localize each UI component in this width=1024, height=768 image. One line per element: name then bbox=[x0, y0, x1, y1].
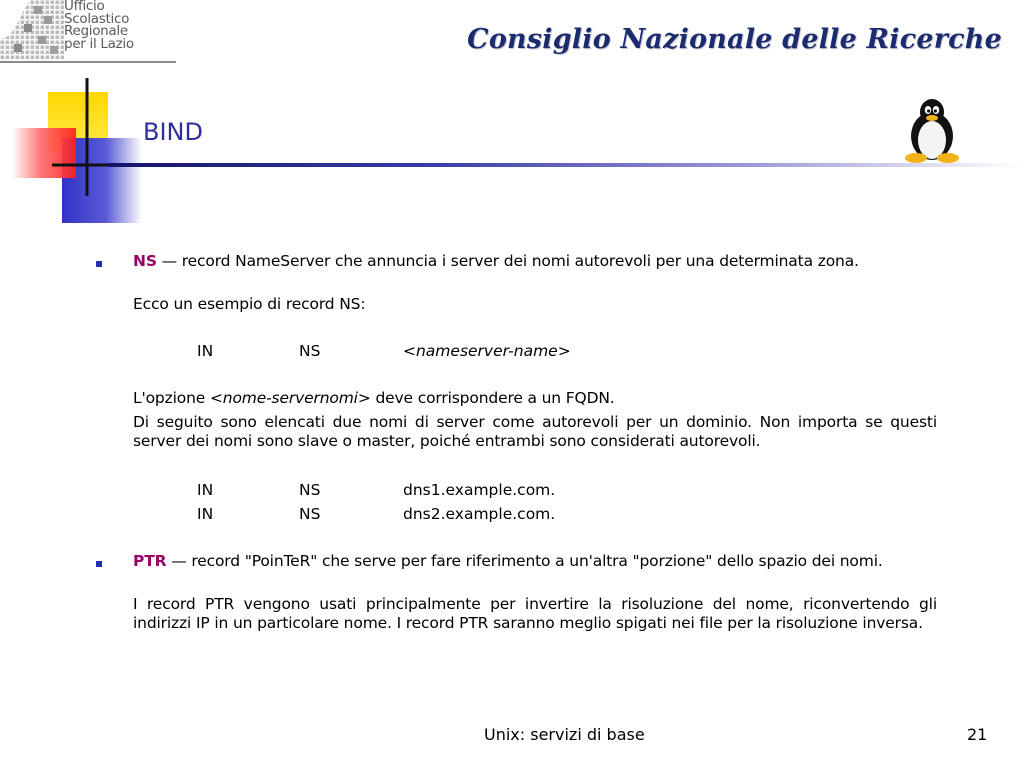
usr-lazio-logo bbox=[0, 0, 178, 64]
record-type: NS bbox=[299, 342, 321, 360]
usr-logo-line: per il Lazio bbox=[64, 35, 134, 52]
ns-keyword: NS bbox=[133, 252, 157, 270]
ptr-description bbox=[133, 552, 937, 571]
option-variable: <nome-servernomi> bbox=[209, 389, 371, 407]
usr-logo-line: Regionale bbox=[64, 23, 128, 39]
record-class: IN bbox=[197, 481, 214, 499]
bullet-icon bbox=[96, 261, 102, 267]
record-value: dns1.example.com. bbox=[403, 481, 556, 499]
tux-penguin-icon bbox=[903, 98, 961, 164]
option-prefix: L'opzione bbox=[133, 389, 210, 407]
ns-option-line bbox=[133, 389, 937, 408]
cnr-logo: Consiglio Nazionale delle Ricerche bbox=[467, 24, 1002, 55]
record-value: dns2.example.com. bbox=[403, 505, 556, 523]
ns-desc-text: — record NameServer che annuncia i server dei nomi autorevoli per una determinata zona. bbox=[156, 252, 859, 270]
usr-logo-line: Ufficio bbox=[64, 0, 105, 14]
record-value: <nameserver-name> bbox=[403, 342, 571, 360]
usr-logo-line: Scolastico bbox=[64, 10, 130, 27]
title-divider bbox=[108, 163, 1024, 167]
ptr-keyword: PTR bbox=[133, 552, 167, 570]
record-type: NS bbox=[299, 505, 321, 523]
usr-logo-underline bbox=[0, 61, 176, 63]
ns-example-intro: Ecco un esempio di record NS: bbox=[133, 295, 366, 313]
usr-logo-text bbox=[64, 0, 176, 50]
ns-explanation: Di seguito sono elencati due nomi di server come autorevoli per un dominio. Non importa se questi server dei nomi sono slave o master, poiché entrambi sono considerati autorevoli. bbox=[133, 413, 937, 450]
slide-title: BIND bbox=[143, 118, 203, 146]
ns-description bbox=[133, 252, 937, 271]
bullet-icon bbox=[96, 561, 102, 567]
option-suffix: deve corrispondere a un FQDN. bbox=[370, 389, 615, 407]
record-class: IN bbox=[197, 342, 214, 360]
page-number: 21 bbox=[967, 725, 988, 744]
decorative-squares bbox=[0, 78, 150, 228]
record-type: NS bbox=[299, 481, 321, 499]
ptr-desc-text: — record "PoinTeR" che serve per fare riferimento a un'altra "porzione" dello spazio dei nomi. bbox=[166, 552, 883, 570]
footer-text: Unix: servizi di base bbox=[484, 725, 645, 744]
ptr-explanation: I record PTR vengono usati principalmente per invertire la risoluzione del nome, riconvertendo gli indirizzi IP in un particolare nome. I record PTR saranno meglio spigati nei file per la risoluzione inversa. bbox=[133, 595, 937, 632]
record-class: IN bbox=[197, 505, 214, 523]
usr-logo-grid-icon bbox=[0, 0, 64, 60]
